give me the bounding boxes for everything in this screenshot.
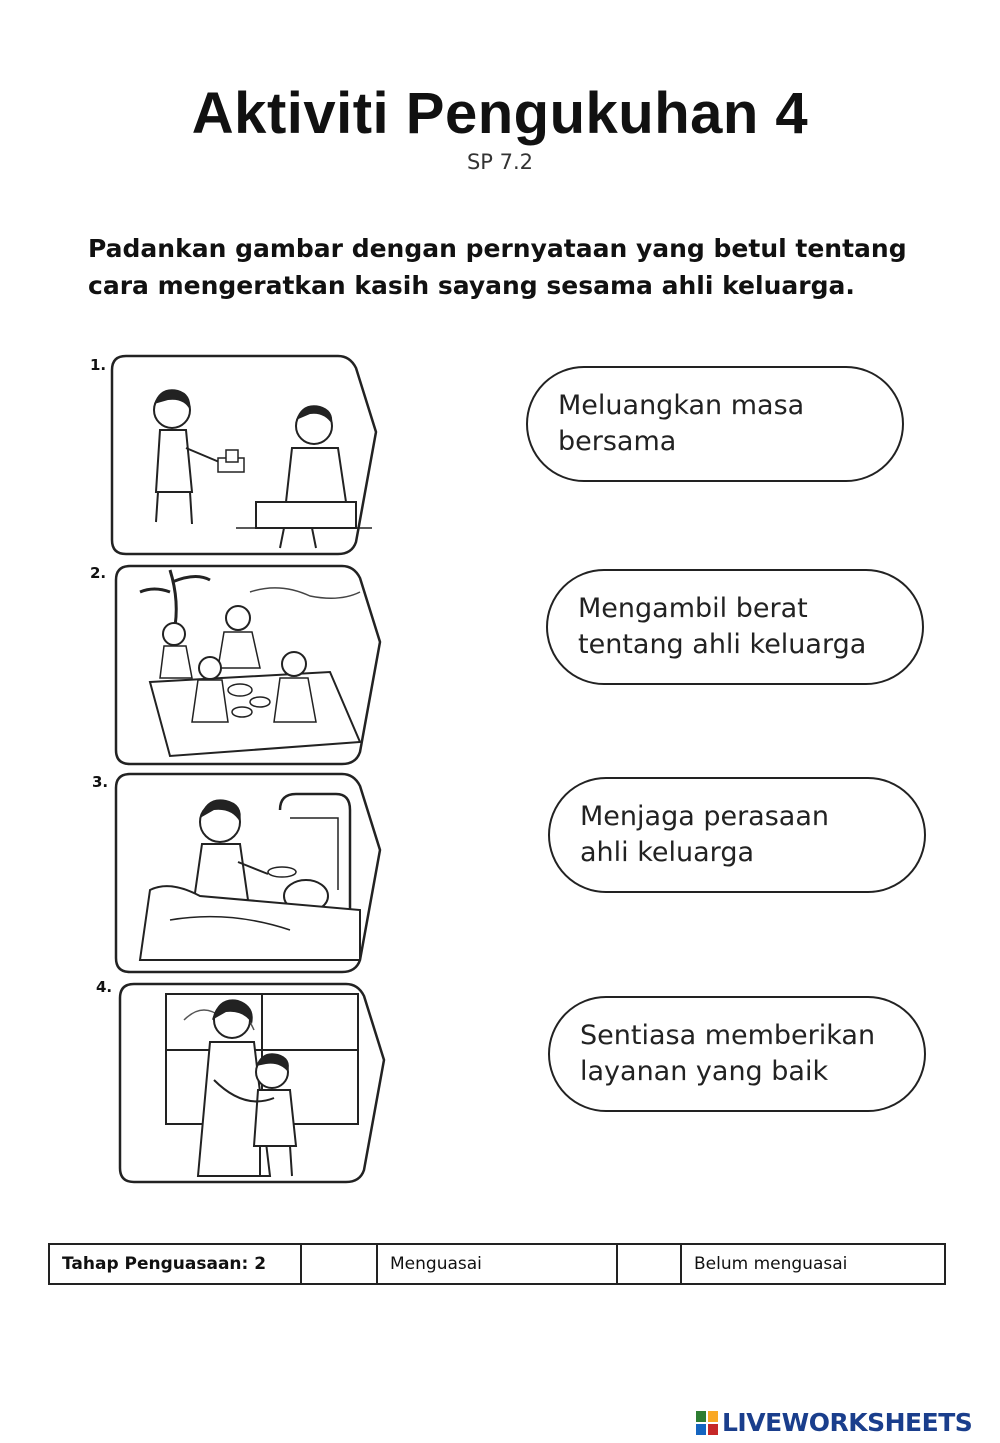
picture-number-4: 4. <box>96 978 113 996</box>
liveworksheets-logo <box>696 1408 972 1437</box>
statement-3[interactable] <box>548 777 926 893</box>
statement-1-line-1: Meluangkan masa <box>558 390 805 421</box>
statement-4[interactable] <box>548 996 926 1112</box>
statement-3-line-2: ahli keluarga <box>580 837 754 868</box>
picture-2-family-picnic[interactable] <box>110 562 390 768</box>
picture-4-mother-comforting-child[interactable] <box>114 980 394 1186</box>
statement-1[interactable] <box>526 366 904 482</box>
page-title: Aktiviti Pengukuhan 4 <box>191 81 809 146</box>
statement-4-line-1: Sentiasa memberikan <box>580 1020 876 1051</box>
picture-3-caring-sick-family[interactable] <box>110 770 390 976</box>
statement-2-line-2: tentang ahli keluarga <box>578 629 867 660</box>
statement-1-line-2: bersama <box>558 426 677 457</box>
liveworksheets-icon <box>696 1411 718 1435</box>
menguasai-checkbox[interactable] <box>301 1244 377 1284</box>
statement-2-line-1: Mengambil berat <box>578 593 808 624</box>
belum-menguasai-checkbox[interactable] <box>617 1244 681 1284</box>
mastery-level-table <box>48 1243 946 1285</box>
statement-4-line-2: layanan yang baik <box>580 1056 829 1087</box>
belum-menguasai-label: Belum menguasai <box>681 1244 945 1284</box>
menguasai-label: Menguasai <box>377 1244 617 1284</box>
picture-number-1: 1. <box>90 356 107 374</box>
statement-2[interactable] <box>546 569 924 685</box>
statement-3-line-1: Menjaga perasaan <box>580 801 829 832</box>
instruction-text <box>88 230 968 304</box>
instruction-line-2: cara mengeratkan kasih sayang sesama ahli keluarga. <box>88 271 855 300</box>
picture-number-3: 3. <box>92 773 109 791</box>
picture-1-child-serving-father[interactable] <box>106 352 386 558</box>
instruction-line-1: Padankan gambar dengan pernyataan yang betul tentang <box>88 234 907 263</box>
mastery-level-label: Tahap Penguasaan: 2 <box>49 1244 301 1284</box>
page-subtitle: SP 7.2 <box>466 150 534 174</box>
liveworksheets-brand: LIVEWORKSHEETS <box>722 1408 973 1437</box>
picture-number-2: 2. <box>90 564 107 582</box>
